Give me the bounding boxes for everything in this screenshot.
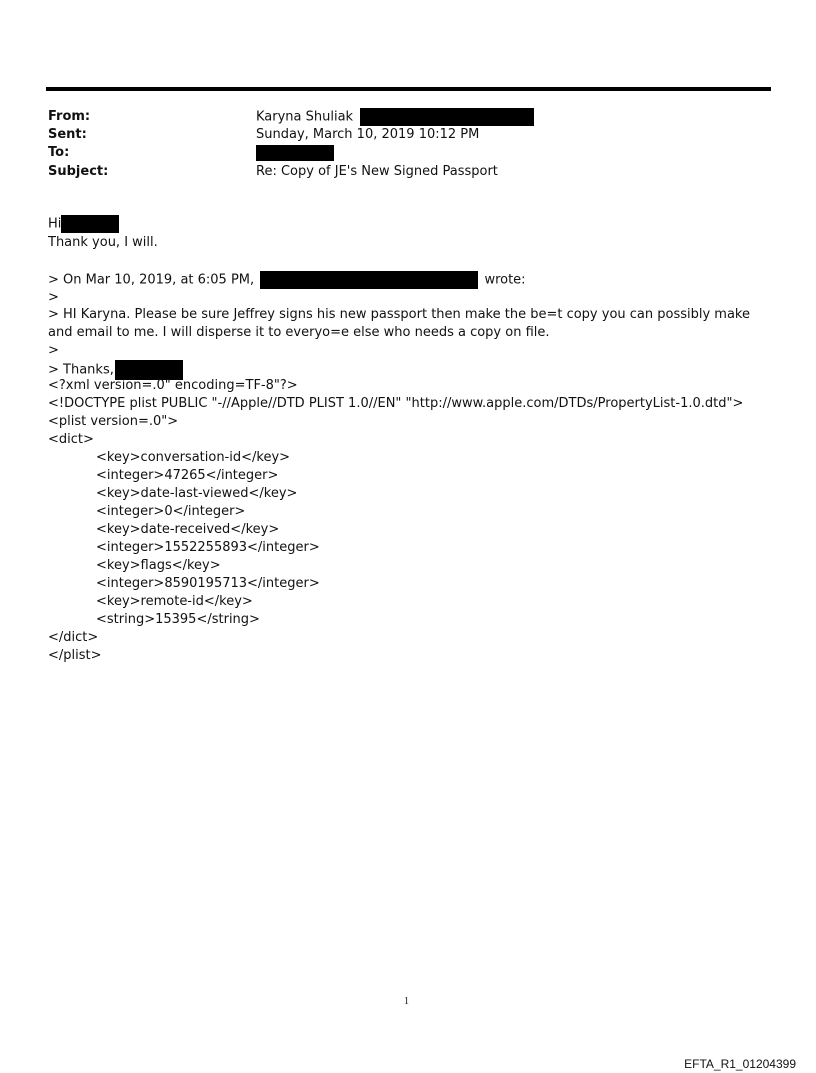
plist-line: <key>date-last-viewed</key> xyxy=(96,486,298,501)
quote-intro xyxy=(48,271,526,290)
plist-line: </plist> xyxy=(48,648,102,663)
greeting-line xyxy=(48,215,119,234)
quote-intro-after: wrote: xyxy=(484,272,526,288)
plist-line: <key>flags</key> xyxy=(96,558,221,573)
redaction-box xyxy=(360,108,534,126)
redaction-box xyxy=(256,145,334,161)
plist-line: <dict> xyxy=(48,432,94,447)
plist-line: <plist version=.0"> xyxy=(48,414,179,429)
subject-value: Re: Copy of JE's New Signed Passport xyxy=(256,164,498,179)
plist-line: <!DOCTYPE plist PUBLIC "-//Apple//DTD PLIST 1.0//EN" "http://www.apple.com/DTDs/PropertyList-1.0.dtd"> xyxy=(48,396,744,411)
header-rule xyxy=(46,87,771,91)
page-number: 1 xyxy=(404,996,409,1007)
quote-blank: > xyxy=(48,290,59,305)
sent-value: Sunday, March 10, 2019 10:12 PM xyxy=(256,127,480,142)
plist-line: <integer>47265</integer> xyxy=(96,468,279,483)
quote-intro-before: > On Mar 10, 2019, at 6:05 PM, xyxy=(48,272,255,288)
quote-text: > HI Karyna. Please be sure Jeffrey signs his new passport then make the be=t copy you can possibly make and email to me. I will disperse it to everyo=e else who needs a copy on file. xyxy=(48,307,750,340)
to-label: To: xyxy=(48,145,70,160)
plist-line: <key>date-received</key> xyxy=(96,522,280,537)
plist-line: <?xml version=.0" encoding=TF-8"?> xyxy=(48,378,298,393)
quote-blank-2: > xyxy=(48,343,59,358)
bates-number: EFTA_R1_01204399 xyxy=(684,1057,796,1071)
sent-label: Sent: xyxy=(48,127,87,142)
redaction-box xyxy=(260,271,478,289)
plist-line: <key>conversation-id</key> xyxy=(96,450,291,465)
redaction-box xyxy=(61,215,119,233)
plist-line: </dict> xyxy=(48,630,99,645)
subject-label: Subject: xyxy=(48,164,109,179)
plist-line: <string>15395</string> xyxy=(96,612,260,627)
from-label: From: xyxy=(48,109,91,124)
plist-line: <integer>1552255893</integer> xyxy=(96,540,320,555)
quote-thanks: > Thanks, xyxy=(48,362,114,378)
plist-line: <key>remote-id</key> xyxy=(96,594,253,609)
plist-line: <integer>0</integer> xyxy=(96,504,246,519)
greeting: Hi xyxy=(48,216,62,232)
from-value: Karyna Shuliak xyxy=(256,109,354,125)
reply-text: Thank you, I will. xyxy=(48,235,158,250)
plist-line: <integer>8590195713</integer> xyxy=(96,576,320,591)
